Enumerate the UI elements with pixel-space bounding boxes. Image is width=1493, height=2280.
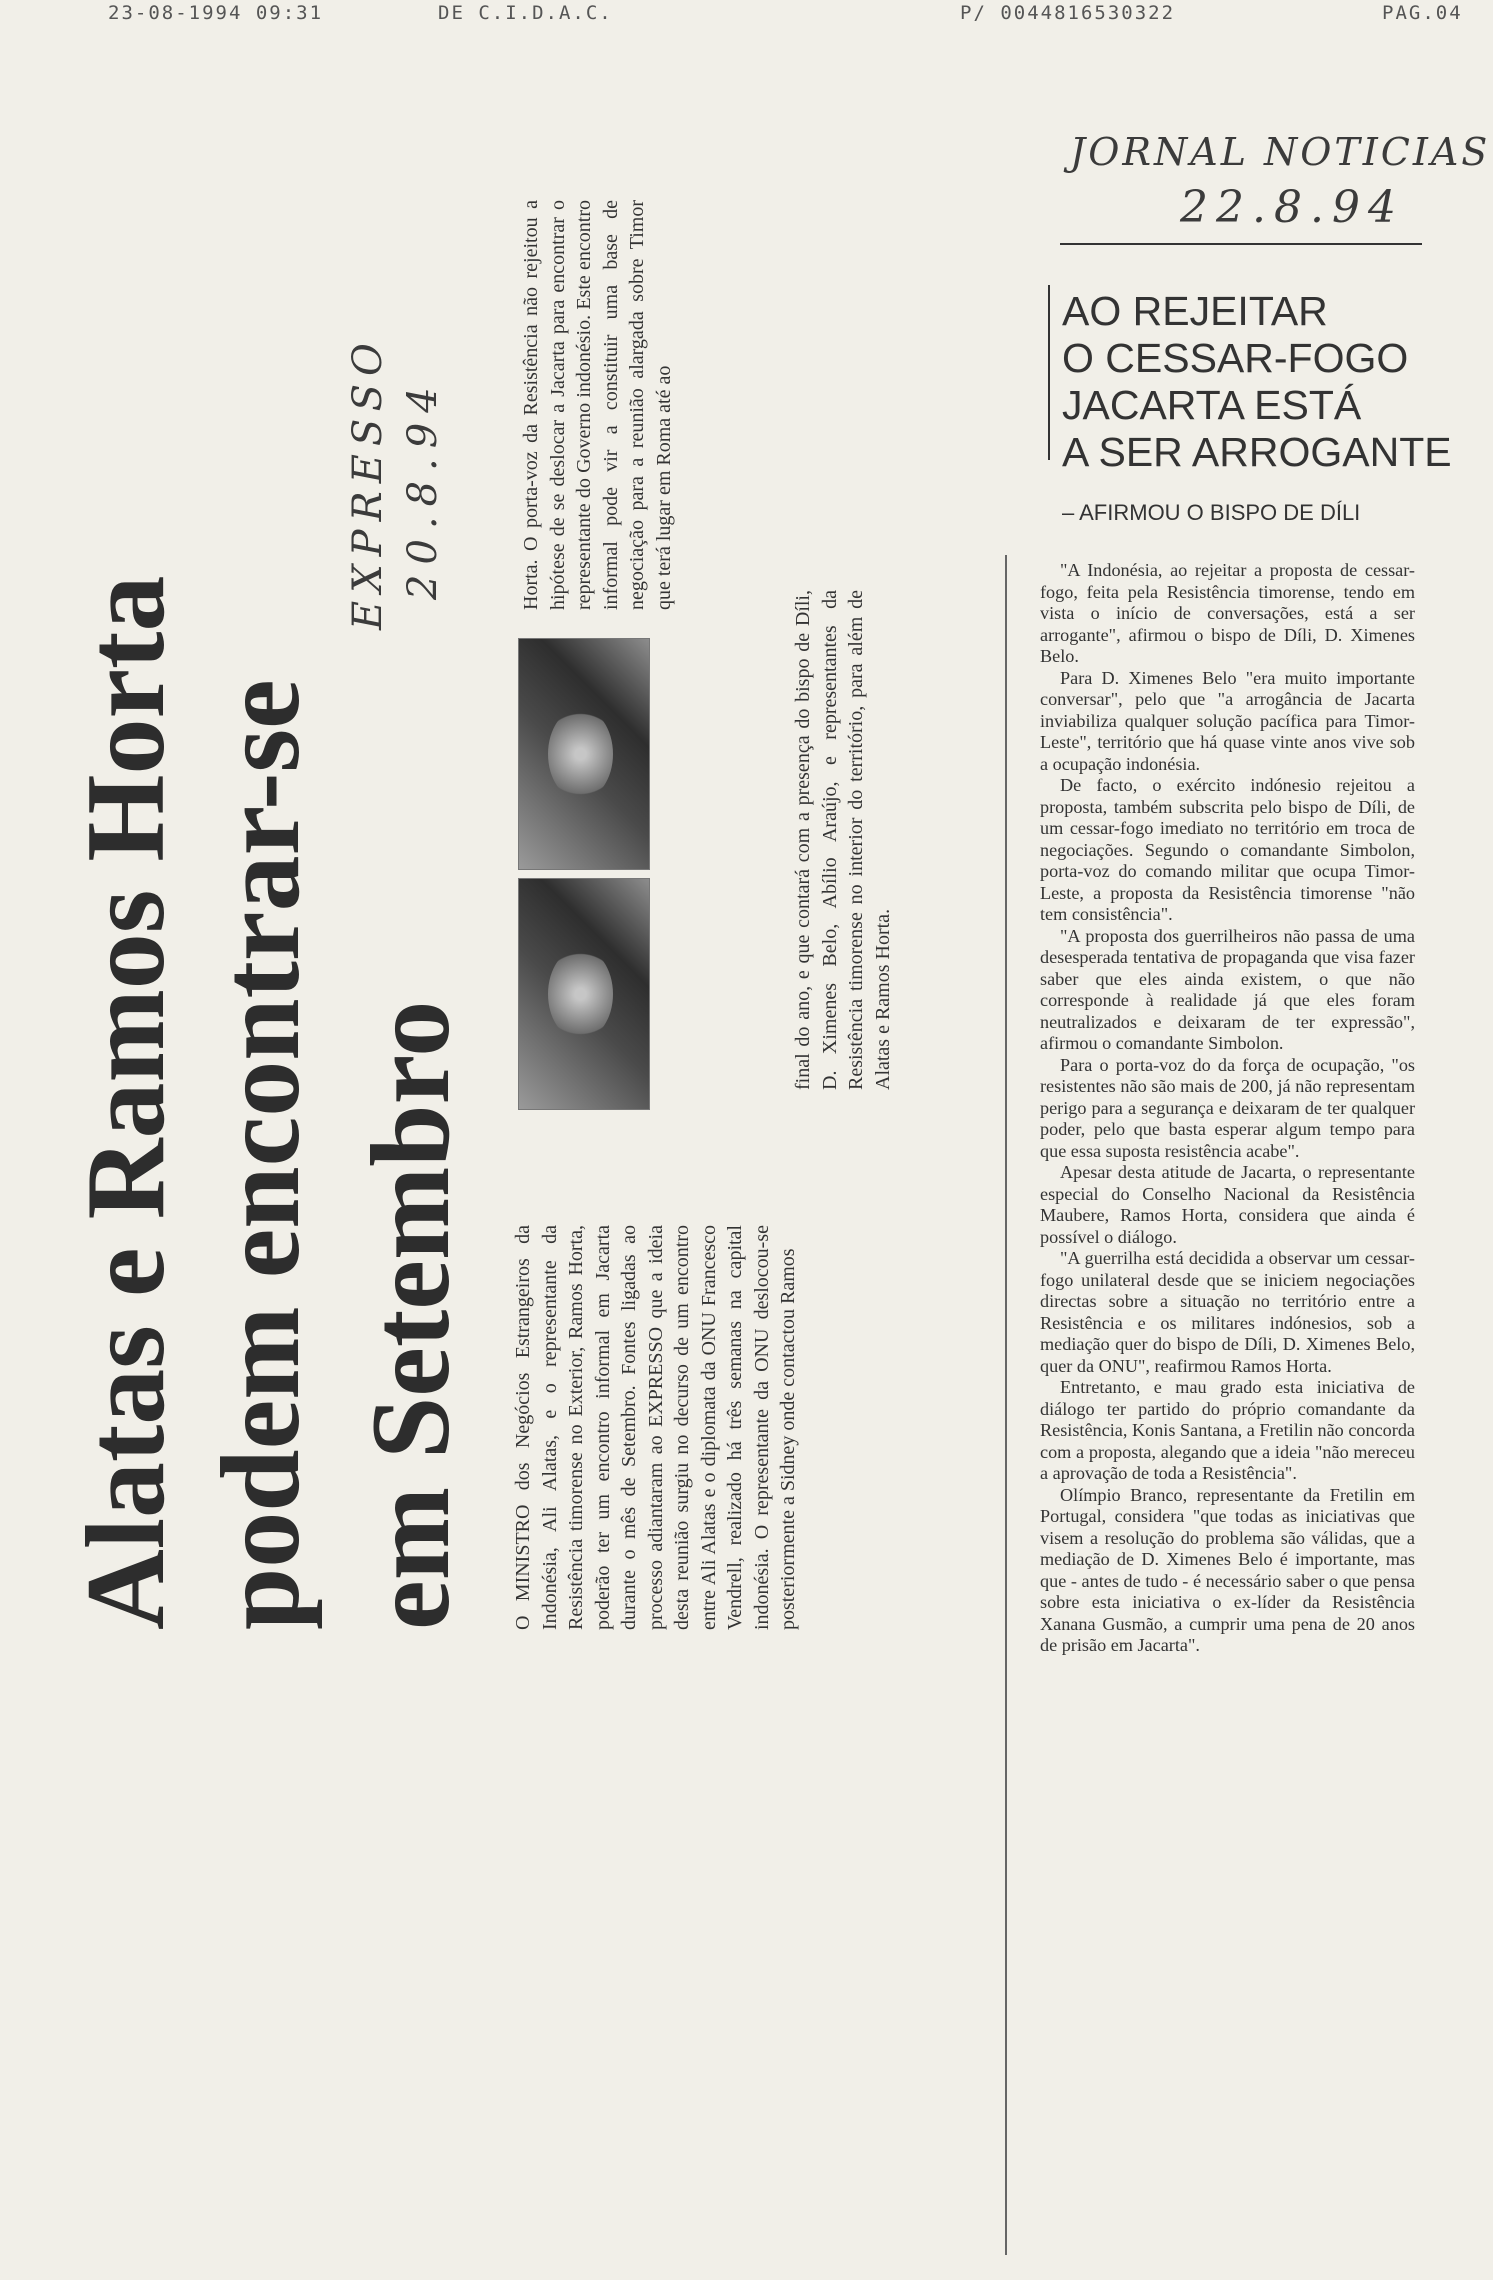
paragraph: De facto, o exército indónesio rejeitou a proposta, também subscrita pelo bispo de Díli, de um cessar-fogo imediato no território em troca de negociações. Segundo o comandante Simbolon, porta-voz do comando militar que ocupa Timor-Leste, a proposta da Resistência timorense "não tem consistência".	[1040, 775, 1415, 924]
right-subhead: – AFIRMOU O BISPO DE DÍLI	[1062, 500, 1361, 525]
headline-side-rule	[1048, 285, 1050, 460]
paragraph: Apesar desta atitude de Jacarta, o representante especial do Conselho Nacional da Resistência Maubere, Ramos Horta, considera que ainda é possível o diálogo.	[1040, 1162, 1415, 1247]
paragraph: "A guerrilha está decidida a observar um cessar-fogo unilateral desde que se iniciem negociações directas sobre a situação no território entre a Resistência e os militares indónesios, sob a mediação quer do bispo de Díli, D. Ximenes Belo, quer da ONU", reafirmou Ramos Horta.	[1040, 1248, 1415, 1376]
left-headline-line1: Alatas e Ramos Horta	[64, 575, 188, 1630]
paragraph: "A Indonésia, ao rejeitar a proposta de cessar-fogo, feita pela Resistência timorense, tendo em vista o início de conversações, está a ser arrogante", afirmou o bispo de Díli, D. Ximenes Belo.	[1040, 560, 1415, 666]
paragraph: "A proposta dos guerrilheiros não passa de uma desesperada tentativa de propaganda que visa fazer saber que eles ainda existem, o que não corresponde à realidade já que eles foram neutralizados e deixaram de ter expressão", afirmou o comandante Simbolon.	[1040, 925, 1415, 1053]
left-article-column-3: final do ano, e que contará com a presença do bispo de Díli, D. Ximenes Belo, Abílio Araújo, e representantes da Resistência timorense no interior do território, para além de Alatas e Ramos Horta.	[792, 590, 894, 1090]
handwritten-date-right: 22.8.94	[1180, 182, 1404, 233]
photo-ramos-horta	[518, 638, 650, 870]
right-headline-line1: AO REJEITAR	[1062, 288, 1328, 334]
paragraph: Entretanto, e mau grado esta iniciativa de diálogo ter partido do próprio comandante da Resistência, Konis Santana, a Fretilin não concorda com a proposta, alegando que a ideia "não mereceu a aprovação de toda a Resistência".	[1040, 1377, 1415, 1483]
fax-sender: DE C.I.D.A.C.	[438, 2, 613, 24]
handwritten-source-right: JORNAL NOTICIAS	[1070, 130, 1491, 174]
column-divider	[1005, 555, 1007, 2255]
left-headline-line3: em Setembro	[349, 1000, 473, 1630]
right-headline-line2: O CESSAR-FOGO	[1062, 335, 1409, 381]
handwritten-source-left: EXPRESSO	[345, 335, 391, 630]
handwritten-date-left: 20.8.94	[400, 377, 446, 600]
paragraph: Para o porta-voz do da força de ocupação, "os resistentes não são mais de 200, já não representam perigo para a segurança e deixaram de ter qualquer poder, pelo que basta esperar algum tempo para que essa suposta resistência acabe".	[1040, 1054, 1415, 1161]
left-article-column-2: Horta. O porta-voz da Resistência não rejeitou a hipótese de se deslocar a Jacarta para encontrar o representante do Governo indonésio. Este encontro informal pode vir a constituir uma base de negociação para a reunião alargada sobre Timor que terá lugar em Roma até ao	[520, 200, 675, 610]
paragraph: Para D. Ximenes Belo "era muito importante conversar", pelo que "a arrogância de Jacarta inviabiliza qualquer solução pacífica para Timor-Leste", território que há quase vinte anos vive sob a ocupação indonésia.	[1040, 667, 1415, 774]
fax-page: PAG.04	[1382, 2, 1463, 24]
top-rule	[1060, 243, 1422, 245]
right-headline	[1062, 288, 1452, 476]
fax-phone: P/ 0044816530322	[960, 2, 1176, 24]
left-headline-line2: podem encontrar-se	[199, 679, 323, 1630]
right-article-body	[1040, 560, 1415, 1657]
fax-header	[0, 2, 1493, 30]
left-article-column-1: O MINISTRO dos Negócios Estrangeiros da Indonésia, Ali Alatas, e o representante da Resistência timorense no Exterior, Ramos Horta, poderão ter um encontro informal em Jacarta durante o mês de Setembro. Fontes ligadas ao processo adiantaram ao EXPRESSO que a ideia desta reunião surgiu no decurso de um encontro entre Ali Alatas e o diplomata da ONU Francesco Vendrell, realizado há três semanas na capital indonésia. O representante da ONU deslocou-se posteriormente a Sidney onde contactou Ramos	[512, 1225, 799, 1630]
paragraph: Olímpio Branco, representante da Fretilin em Portugal, considera "que todas as iniciativas que visem a resolução do problema são válidas, que a mediação de D. Ximenes Belo é importante, mas que - antes de tudo - é necessário saber o que pensa sobre esta iniciativa o ex-líder da Resistência Xanana Gusmão, a cumprir uma pena de 20 anos de prisão em Jacarta".	[1040, 1484, 1415, 1655]
left-article	[10, 80, 940, 1690]
fax-datetime: 23-08-1994 09:31	[108, 2, 324, 24]
right-headline-line3: JACARTA ESTÁ	[1062, 382, 1362, 428]
photo-alatas	[518, 878, 650, 1110]
right-headline-line4: A SER ARROGANTE	[1062, 429, 1452, 475]
